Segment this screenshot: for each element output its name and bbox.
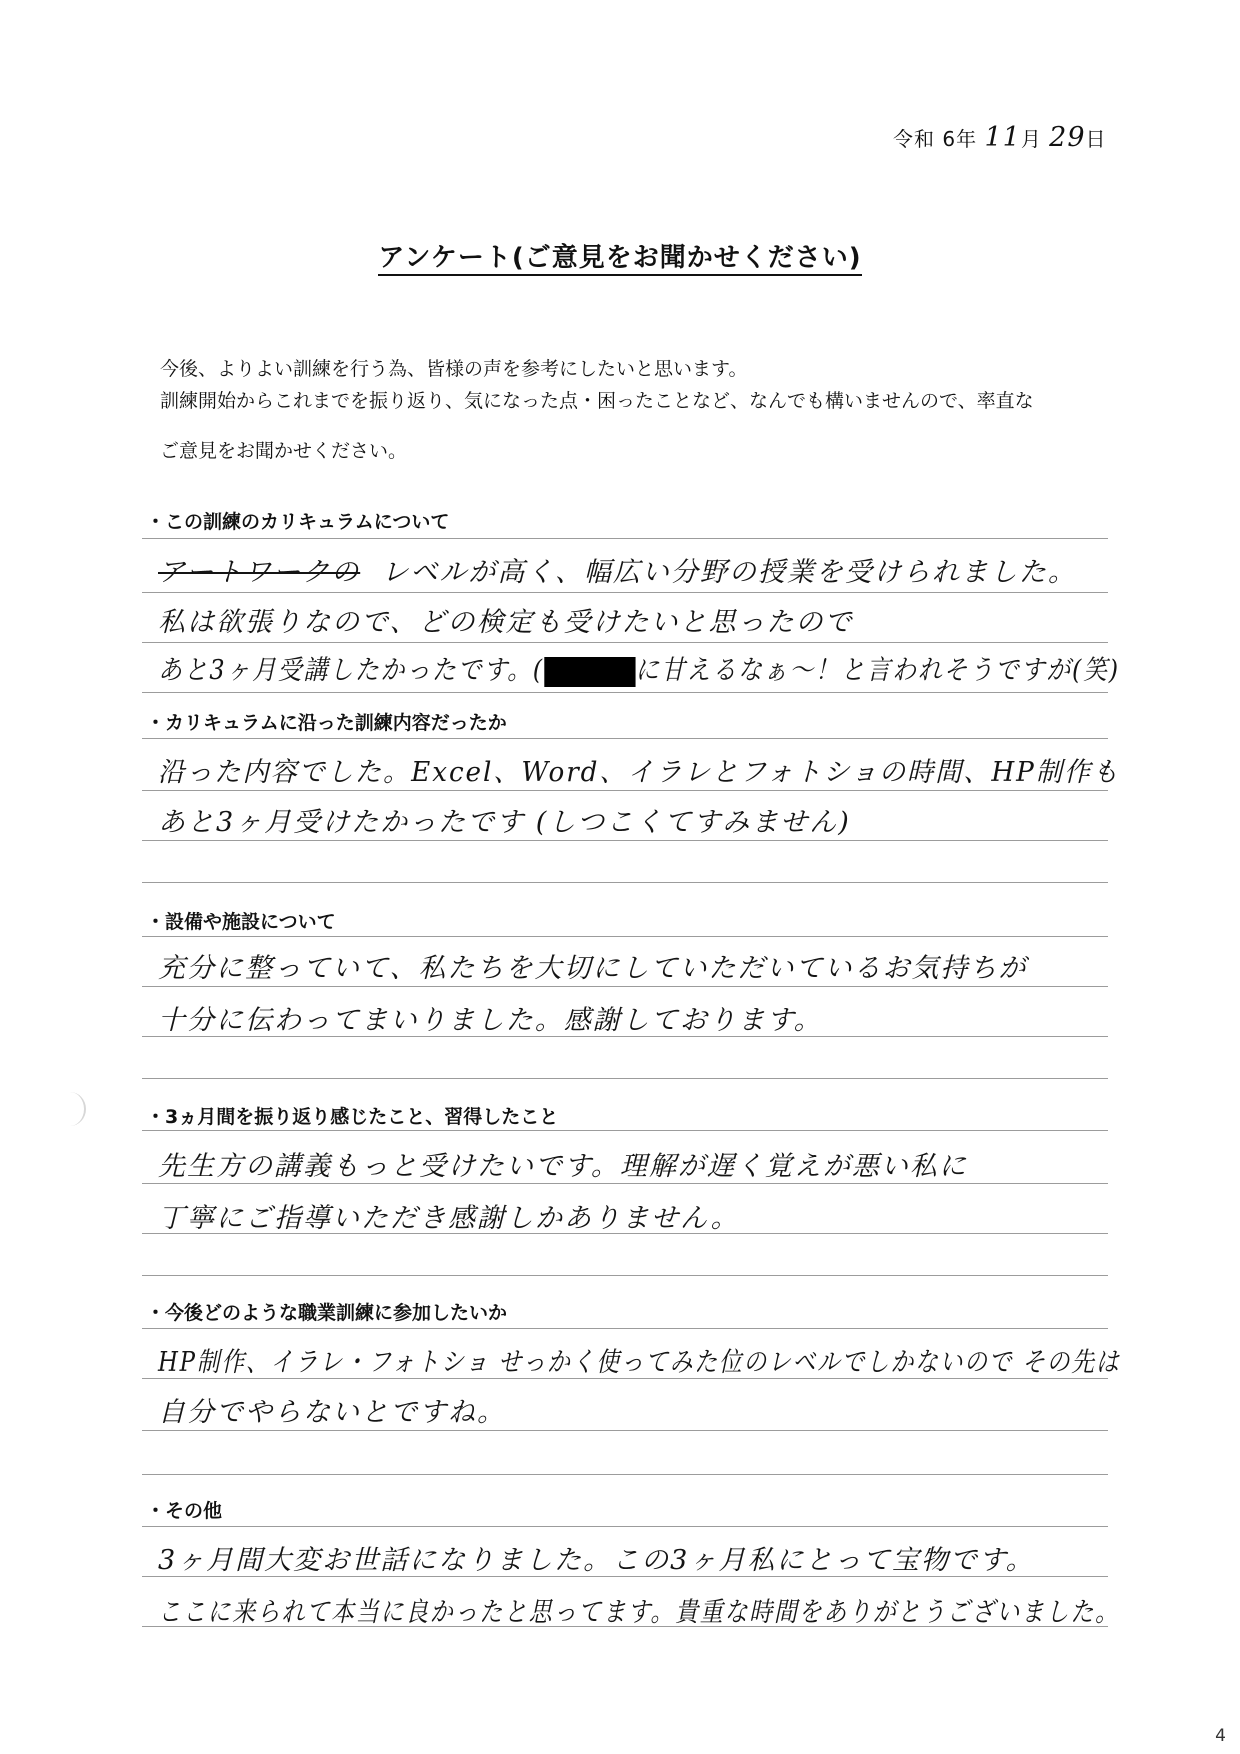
section-heading-content: ・カリキュラムに沿った訓練内容だったか (146, 712, 507, 734)
answer-content-line-1: 沿った内容でした。Excel、Word、イラレとフォトショの時間、HP制作も (158, 757, 1121, 788)
answer-rule (142, 1526, 1108, 1527)
answer-rule (142, 1328, 1108, 1329)
answer-future-line-2: 自分でやらないとですね。 (158, 1397, 506, 1428)
answer-rule (142, 936, 1108, 937)
section-heading-facilities: ・設備や施設について (146, 911, 336, 933)
answer-content-line-2: あと3ヶ月受けたかったです (しつこくてすみません) (158, 807, 851, 838)
page-title (0, 237, 1240, 274)
answer-facilities-line-1: 充分に整っていて、私たちを大切にしていただいているお気持ちが (158, 953, 1028, 984)
date-year-unit: 年 (956, 127, 978, 151)
intro-line-1: 今後、よりよい訓練を行う為、皆様の声を参考にしたいと思います。 (160, 358, 748, 380)
answer-rule (142, 1474, 1108, 1475)
date-day-unit: 日 (1085, 127, 1107, 151)
redaction-box (544, 657, 635, 687)
struck-text: アートワークの (158, 557, 361, 588)
answer-rule (142, 840, 1108, 841)
date-era: 令和 (893, 127, 935, 151)
scan-mark (54, 1092, 86, 1126)
page-title-text: アンケート(ご意見をお聞かせください) (378, 243, 861, 276)
answer-rule (142, 1078, 1108, 1079)
answer-curriculum-line-3-start: あと3ヶ月受講したかったです。( (158, 655, 544, 686)
answer-rule (142, 1233, 1108, 1234)
answer-curriculum-line-1 (158, 550, 1077, 589)
answer-other-line-2: ここに来られて本当に良かったと思ってます。貴重な時間をありがとうございました。 (158, 1597, 1120, 1628)
answer-rule (142, 1430, 1108, 1431)
answer-rule (142, 1130, 1108, 1131)
date-day: 29 (1049, 122, 1086, 153)
answer-rule (142, 1626, 1108, 1627)
answer-curriculum-line-3-end: に甘えるなぁ～！と言われそうですが(笑) (635, 655, 1120, 686)
answer-curriculum-line-1-text: レベルが高く、幅広い分野の授業を受けられました。 (381, 557, 1077, 588)
answer-rule (142, 1378, 1108, 1379)
intro-line-2: 訓練開始からこれまでを振り返り、気になった点・困ったことなど、なんでも構いませんので、率直な (160, 390, 1034, 412)
answer-rule (142, 692, 1108, 693)
answer-rule (142, 642, 1108, 643)
answer-rule (142, 738, 1108, 739)
answer-rule (142, 882, 1108, 883)
answer-curriculum-line-3 (158, 648, 1120, 687)
answer-rule (142, 538, 1108, 539)
answer-rule (142, 592, 1108, 593)
answer-rule (142, 790, 1108, 791)
answer-curriculum-line-2: 私は欲張りなので、どの検定も受けたいと思ったので (158, 607, 854, 638)
answer-rule (142, 1275, 1108, 1276)
section-heading-other: ・その他 (146, 1500, 223, 1522)
date-month: 11 (984, 122, 1021, 153)
answer-other-line-1: 3ヶ月間大変お世話になりました。この3ヶ月私にとって宝物です。 (158, 1545, 1035, 1576)
section-heading-future-training: ・今後どのような職業訓練に参加したいか (146, 1302, 508, 1324)
answer-reflection-line-1: 先生方の講義もっと受けたいです。理解が遅く覚えが悪い私に (158, 1151, 968, 1182)
date-field (893, 122, 1107, 153)
intro-line-3: ご意見をお聞かせください。 (160, 440, 408, 462)
date-month-unit: 月 (1020, 127, 1042, 151)
answer-future-line-1: HP制作、イラレ・フォトショ せっかく使ってみた位のレベルでしかないので その先は (158, 1347, 1121, 1378)
section-heading-reflection: ・3ヵ月間を振り返り感じたこと、習得したこと (146, 1106, 559, 1128)
page-number: 4 (1215, 1726, 1226, 1746)
answer-facilities-line-2: 十分に伝わってまいりました。感謝しております。 (158, 1005, 823, 1036)
date-year: 6 (942, 127, 957, 151)
section-heading-curriculum: ・この訓練のカリキュラムについて (146, 511, 450, 533)
answer-reflection-line-2: 丁寧にご指導いただき感謝しかありません。 (158, 1203, 740, 1234)
answer-rule (142, 1576, 1108, 1577)
answer-rule (142, 1183, 1108, 1184)
answer-rule (142, 1036, 1108, 1037)
answer-rule (142, 986, 1108, 987)
